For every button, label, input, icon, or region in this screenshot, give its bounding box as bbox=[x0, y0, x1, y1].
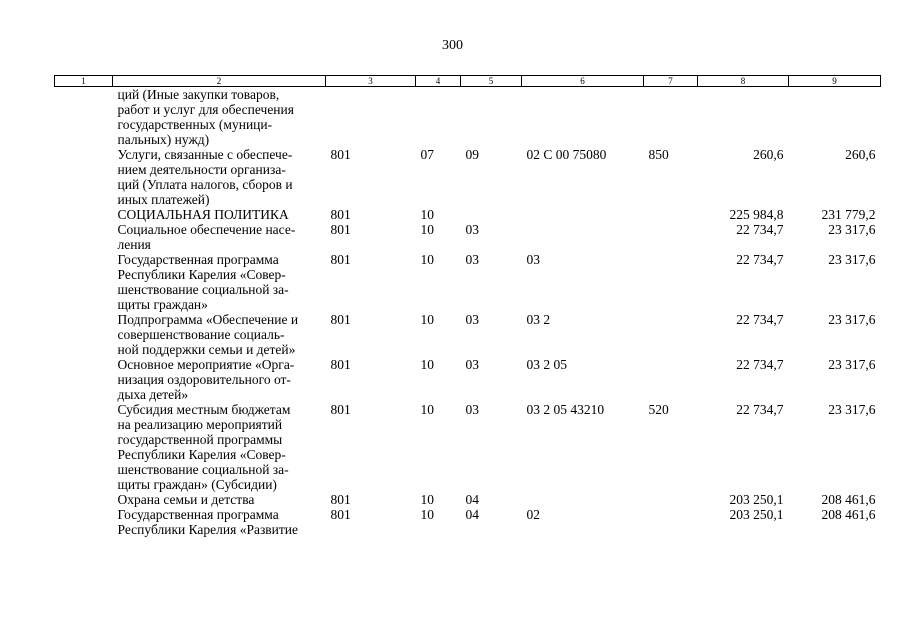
item-name: Основное мероприятие «Орга- низация оздоровительного от- дыха детей» bbox=[117, 357, 295, 402]
expense-type-code bbox=[644, 207, 698, 222]
item-name: Государственная программа Республики Карелия «Совер- шенствование социальной за- щиты граждан» bbox=[117, 252, 289, 312]
subsection-code: 03 bbox=[465, 402, 479, 417]
amount-year-2: 23 317,6 bbox=[828, 357, 876, 372]
column-header: 4 bbox=[416, 76, 461, 87]
target-article-code: 02 С 00 75080 bbox=[526, 147, 607, 162]
table-row bbox=[55, 147, 881, 207]
ministry-code: 801 bbox=[330, 252, 351, 267]
amount-year-2: 260,6 bbox=[845, 147, 876, 162]
section-code: 10 bbox=[420, 492, 434, 507]
row-number-cell bbox=[55, 222, 113, 252]
target-article-code: 03 bbox=[526, 252, 540, 267]
amount-year-1: 260,6 bbox=[753, 147, 784, 162]
table-row bbox=[55, 312, 881, 357]
row-number-cell bbox=[55, 312, 113, 357]
table-row bbox=[55, 357, 881, 402]
ministry-code: 801 bbox=[330, 492, 351, 507]
target-article-code bbox=[522, 492, 644, 507]
subsection-code: 09 bbox=[465, 147, 479, 162]
target-article-code: 03 2 bbox=[526, 312, 551, 327]
section-code: 10 bbox=[420, 507, 434, 522]
column-header: 1 bbox=[55, 76, 113, 87]
subsection-code: 03 bbox=[465, 222, 479, 237]
section-code: 07 bbox=[420, 147, 434, 162]
table-row bbox=[55, 402, 881, 492]
expense-type-code bbox=[644, 507, 698, 537]
item-name: Субсидия местным бюджетам на реализацию мероприятий государственной программы Республики Карелия «Совер- шенствование социальной за- щиты граждан» (Субсидии) bbox=[117, 402, 291, 492]
row-number-cell bbox=[55, 207, 113, 222]
target-article-code: 02 bbox=[526, 507, 540, 522]
section-code: 10 bbox=[420, 252, 434, 267]
amount-year-1: 22 734,7 bbox=[736, 222, 784, 237]
section-code: 10 bbox=[420, 357, 434, 372]
amount-year-2: 231 779,2 bbox=[821, 207, 876, 222]
row-number-cell bbox=[55, 402, 113, 492]
item-name: Услуги, связанные с обеспече- нием деятельности организа- ций (Уплата налогов, сборов и иных платежей) bbox=[117, 147, 293, 207]
item-name: Охрана семьи и детства bbox=[117, 492, 255, 507]
subsection-code: 03 bbox=[465, 312, 479, 327]
expense-type-code bbox=[644, 312, 698, 357]
ministry-code bbox=[326, 87, 416, 148]
amount-year-1: 203 250,1 bbox=[729, 507, 784, 522]
amount-year-2: 23 317,6 bbox=[828, 252, 876, 267]
expense-type-code bbox=[644, 357, 698, 402]
amount-year-2: 23 317,6 bbox=[828, 222, 876, 237]
amount-year-2: 208 461,6 bbox=[821, 507, 876, 522]
amount-year-1 bbox=[698, 87, 789, 148]
amount-year-2: 23 317,6 bbox=[828, 402, 876, 417]
column-header: 7 bbox=[644, 76, 698, 87]
expense-type-code bbox=[644, 252, 698, 312]
table-row bbox=[55, 87, 881, 148]
amount-year-2: 208 461,6 bbox=[821, 492, 876, 507]
expense-type-code bbox=[644, 222, 698, 252]
subsection-code: 04 bbox=[465, 492, 479, 507]
column-header: 8 bbox=[698, 76, 789, 87]
expense-type-code: 520 bbox=[648, 402, 669, 417]
column-number-row bbox=[55, 76, 881, 87]
table-row bbox=[55, 207, 881, 222]
table-row bbox=[55, 507, 881, 537]
table-row bbox=[55, 492, 881, 507]
item-name: СОЦИАЛЬНАЯ ПОЛИТИКА bbox=[117, 207, 289, 222]
column-header: 9 bbox=[789, 76, 881, 87]
ministry-code: 801 bbox=[330, 147, 351, 162]
amount-year-1: 225 984,8 bbox=[729, 207, 784, 222]
amount-year-1: 22 734,7 bbox=[736, 402, 784, 417]
target-article-code bbox=[522, 207, 644, 222]
target-article-code bbox=[522, 87, 644, 148]
item-name: Подпрограмма «Обеспечение и совершенствование социаль- ной поддержки семьи и детей» bbox=[117, 312, 299, 357]
amount-year-1: 203 250,1 bbox=[729, 492, 784, 507]
subsection-code: 03 bbox=[465, 357, 479, 372]
section-code: 10 bbox=[420, 207, 434, 222]
column-header: 3 bbox=[326, 76, 416, 87]
subsection-code bbox=[461, 87, 522, 148]
ministry-code: 801 bbox=[330, 207, 351, 222]
row-number-cell bbox=[55, 87, 113, 148]
target-article-code: 03 2 05 bbox=[526, 357, 567, 372]
expense-type-code bbox=[644, 87, 698, 148]
item-name: Социальное обеспечение насе- ления bbox=[117, 222, 296, 252]
budget-table bbox=[54, 75, 881, 537]
ministry-code: 801 bbox=[330, 402, 351, 417]
column-header: 5 bbox=[461, 76, 522, 87]
table-row bbox=[55, 222, 881, 252]
row-number-cell bbox=[55, 147, 113, 207]
subsection-code: 04 bbox=[465, 507, 479, 522]
ministry-code: 801 bbox=[330, 507, 351, 522]
ministry-code: 801 bbox=[330, 312, 351, 327]
amount-year-2: 23 317,6 bbox=[828, 312, 876, 327]
column-header: 6 bbox=[522, 76, 644, 87]
section-code bbox=[416, 87, 461, 148]
ministry-code: 801 bbox=[330, 357, 351, 372]
row-number-cell bbox=[55, 492, 113, 507]
table-row bbox=[55, 252, 881, 312]
subsection-code bbox=[461, 207, 522, 222]
section-code: 10 bbox=[420, 222, 434, 237]
target-article-code bbox=[522, 222, 644, 252]
target-article-code: 03 2 05 43210 bbox=[526, 402, 605, 417]
subsection-code: 03 bbox=[465, 252, 479, 267]
amount-year-1: 22 734,7 bbox=[736, 312, 784, 327]
expense-type-code bbox=[644, 492, 698, 507]
expense-type-code: 850 bbox=[648, 147, 669, 162]
row-number-cell bbox=[55, 507, 113, 537]
table-header bbox=[55, 76, 881, 87]
amount-year-2 bbox=[789, 87, 881, 148]
section-code: 10 bbox=[420, 312, 434, 327]
item-name: Государственная программа Республики Карелия «Развитие bbox=[117, 507, 299, 537]
row-number-cell bbox=[55, 252, 113, 312]
amount-year-1: 22 734,7 bbox=[736, 357, 784, 372]
item-name: ций (Иные закупки товаров, работ и услуг для обеспечения государственных (муници- пальных) нужд) bbox=[117, 87, 294, 147]
amount-year-1: 22 734,7 bbox=[736, 252, 784, 267]
table-body bbox=[55, 87, 881, 538]
ministry-code: 801 bbox=[330, 222, 351, 237]
section-code: 10 bbox=[420, 402, 434, 417]
page-number: 300 bbox=[442, 38, 463, 53]
row-number-cell bbox=[55, 357, 113, 402]
column-header: 2 bbox=[113, 76, 326, 87]
